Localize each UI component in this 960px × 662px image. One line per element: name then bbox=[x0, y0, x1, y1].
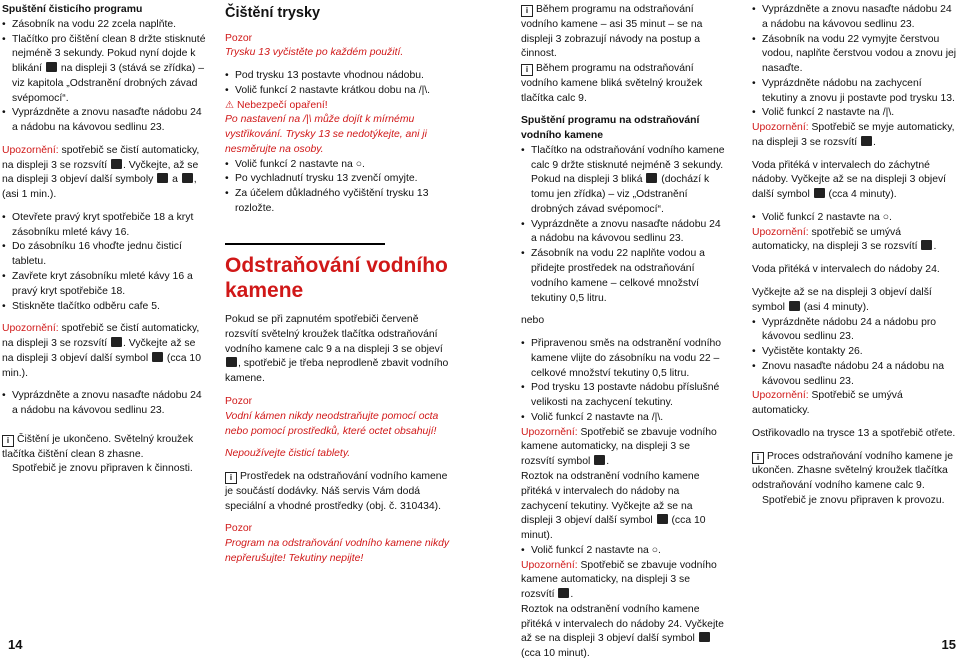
list-item: • Zavřete kryt zásobníku mleté kávy 16 a pravý kryt spotřebiče 18. bbox=[2, 270, 207, 300]
list-item: • Volič funkcí 2 nastavte na ○. bbox=[521, 544, 726, 559]
section-title: Spuštění čisticího programu bbox=[2, 4, 143, 15]
body-paragraph bbox=[521, 470, 726, 544]
note-paragraph: Upozornění: spotřebič se umývá automaticky, na displeji 3 se rozsvítí . bbox=[752, 226, 937, 253]
list-item: • Pod trysku 13 postavte nádobu příslušné velikosti na zachycení tekutiny. bbox=[521, 381, 726, 411]
list-item: • Zásobník na vodu 22 naplňte vodou a přidejte prostředek na odstraňování vodního kamene – celkové množství tekutiny 0,5 litru. bbox=[521, 247, 726, 306]
body-text: (cca 10 minut). bbox=[521, 648, 590, 660]
body-text: Roztok na odstranění vodního kamene přitéká v intervalech do nádoby na zachycení tekutiny. Vyčkejte až se na displeji 3 objeví další symbol bbox=[521, 470, 700, 527]
warning-label: Upozornění: bbox=[521, 426, 578, 438]
info-text: Čištění je ukončeno. Světelný kroužek tlačítka čištění clean 8 zhasne. bbox=[2, 433, 194, 460]
caution-label: Pozor bbox=[225, 523, 253, 535]
display-symbol-icon bbox=[46, 62, 57, 72]
danger-heading bbox=[225, 99, 450, 114]
body-text: (cca 4 minuty). bbox=[828, 189, 897, 201]
caution-text: Program na odstraňování vodního kamene nikdy nepřerušujte! Tekutiny nepijte! bbox=[225, 538, 450, 564]
body-paragraph: Ostřikovadlo na trysce 13 a spotřebič otřete. bbox=[752, 427, 956, 439]
note-paragraph bbox=[2, 144, 207, 203]
tablet-symbol-icon bbox=[157, 173, 168, 183]
info-text: Proces odstraňování vodního kamene je ukončen. Zhasne světelný kroužek tlačítka odstraňování vodního kamene calc 9. bbox=[752, 450, 953, 492]
list-item: • Znovu nasaďte nádobu 24 a nádobu na kávovou sedlinu 23. bbox=[752, 360, 958, 390]
body-text: , spotřebič je třeba neprodleně zbavit vodního kamene. bbox=[225, 358, 449, 385]
info-paragraph bbox=[225, 470, 450, 514]
warning-label: Upozornění: bbox=[521, 559, 578, 571]
warning-label: Upozornění: bbox=[752, 226, 809, 238]
column-4 bbox=[752, 3, 958, 509]
list-item bbox=[521, 144, 726, 218]
info-paragraph bbox=[752, 450, 958, 494]
list-item: • Volič funkcí 2 nastavte na /|\. bbox=[752, 106, 958, 121]
list-item-text: Tlačítko na odstraňování vodního kamene calc 9 držte stisknuté nejméně 3 sekundy. Pokud na displeji 3 bliká bbox=[531, 144, 725, 186]
note-text: Spotřebič se umývá automaticky. bbox=[752, 390, 903, 417]
note-paragraph: Upozornění: Spotřebič se zbavuje vodního kamene automaticky, na displeji 3 se rozsvítí . bbox=[521, 559, 717, 601]
ready-text: Spotřebič je znovu připraven k činnosti. bbox=[12, 463, 193, 475]
caution-text: Nepoužívejte čisticí tablety. bbox=[225, 448, 351, 460]
caution-text: Vodní kámen nikdy neodstraňujte pomocí octa nebo pomocí prostředků, které octet obsahují! bbox=[225, 410, 439, 437]
list-item: • Pod trysku 13 postavte vhodnou nádobu. bbox=[225, 69, 450, 84]
cleaning-symbol-icon bbox=[111, 337, 122, 347]
body-text: Roztok na odstranění vodního kamene přitéká v intervalech do nádoby 24. Vyčkejte až se na displeji 3 objeví další symbol bbox=[521, 603, 724, 645]
list-item: • Vyprázdněte a znovu nasaďte nádobu 24 a nádobu na kávovou sedlinu 23. bbox=[2, 389, 207, 419]
cup-symbol-icon bbox=[699, 632, 710, 642]
list-item: • Vyprázdněte a znovu nasaďte nádobu 24 a nádobu na kávovou sedlinu 23. bbox=[521, 218, 726, 248]
off-symbol-icon: ○ bbox=[882, 211, 890, 223]
cup-symbol-icon bbox=[789, 301, 800, 311]
list-item: • Zásobník na vodu 22 vymyjte čerstvou vodou, naplňte čerstvou vodou a znovu jej nasaďte. bbox=[752, 33, 958, 77]
list-item-text: Volič funkcí 2 nastavte na bbox=[531, 411, 649, 423]
cleaning-symbol-icon bbox=[111, 159, 122, 169]
list-item: • Zásobník na vodu 22 zcela naplňte. bbox=[2, 18, 207, 33]
steam-symbol-icon: /|\ bbox=[418, 84, 428, 96]
note-text: Spotřebič se myje automaticky, na displeji 3 se rozsvítí bbox=[752, 122, 955, 148]
descale-symbol-icon bbox=[226, 357, 237, 367]
note-text: (cca 10 min.). bbox=[2, 352, 201, 379]
list-item: • Vyprázdněte a znovu nasaďte nádobu 24 a nádobu na kávovou sedlinu 23. bbox=[2, 106, 207, 136]
note-text: spotřebič se čistí automaticky, na displeji 3 se rozsvítí bbox=[2, 144, 200, 171]
steam-symbol-icon: /|\ bbox=[303, 114, 312, 126]
body-paragraph bbox=[752, 159, 958, 203]
list-item-text: Volič funkcí 2 nastavte na bbox=[531, 544, 649, 556]
warning-triangle-icon: ⚠ bbox=[225, 99, 234, 111]
note-text: Spotřebič se zbavuje vodního kamene automaticky, na displeji 3 se rozsvítí bbox=[521, 559, 717, 601]
cup-symbol-icon bbox=[657, 514, 668, 524]
section-title: Čištění trysky bbox=[225, 5, 321, 21]
note-text: . Vyčkejte, až se na displeji 3 objeví další symboly bbox=[2, 159, 199, 186]
warning-label: Upozornění: bbox=[2, 144, 59, 156]
section-title: Spuštění programu na odstraňování vodního kamene bbox=[521, 115, 700, 142]
danger-text: Po nastavení na bbox=[225, 114, 301, 126]
note-paragraph bbox=[2, 322, 207, 381]
cup-symbol-icon bbox=[814, 188, 825, 198]
descale-symbol-icon bbox=[594, 455, 605, 465]
list-item: • Volič funkcí 2 nastavte na ○. bbox=[752, 211, 958, 226]
warning-label: Upozornění: bbox=[752, 390, 809, 402]
list-item: • Za účelem důkladného vyčištění trysku 13 rozložte. bbox=[225, 187, 450, 217]
descale-symbol-icon bbox=[861, 136, 872, 146]
info-icon: i bbox=[521, 64, 533, 76]
body-paragraph bbox=[521, 603, 726, 662]
info-icon: i bbox=[2, 435, 14, 447]
note-text: spotřebič se umývá automaticky, na displeji 3 se rozsvítí bbox=[752, 226, 918, 253]
body-text: Pokud se při zapnutém spotřebiči červeně rozsvítí světelný kroužek tlačítka odstraňování vodního kamene calc 9 a na displeji 3 se objeví bbox=[225, 314, 443, 355]
warning-label: Upozornění: bbox=[752, 122, 809, 134]
danger-paragraph bbox=[225, 113, 450, 157]
ready-text: Spotřebič je znovu připraven k provozu. bbox=[762, 494, 945, 506]
info-paragraph bbox=[521, 62, 726, 106]
info-icon: i bbox=[752, 452, 764, 464]
list-item-text: Volič funkcí 2 nastavte na bbox=[235, 158, 353, 170]
list-item-text: (dochází k tomu jen zřídka) – viz „Odstranění drobných závad svépomocí“. bbox=[531, 174, 710, 215]
danger-text: může dojít k mírnému vystřikování. Trysky 13 se nedotýkejte, ani ji nesměrujte na osoby. bbox=[225, 114, 427, 155]
column-2 bbox=[225, 3, 450, 567]
steam-symbol-icon: /|\ bbox=[882, 107, 892, 119]
list-item: • Vyčistěte kontakty 26. bbox=[752, 345, 958, 360]
list-item: • Vyprázdněte nádobu 24 a nádobu pro kávovou sedlinu 23. bbox=[752, 316, 958, 346]
off-symbol-icon: ○ bbox=[651, 544, 659, 556]
info-icon: i bbox=[521, 5, 533, 17]
descale-symbol-icon bbox=[558, 588, 569, 598]
descale-symbol-icon bbox=[921, 240, 932, 250]
caution-label: Pozor bbox=[225, 395, 253, 407]
info-paragraph bbox=[521, 3, 726, 62]
list-item-text: Volič funkcí 2 nastavte na bbox=[762, 107, 880, 119]
list-item: • Vyprázdněte a znovu nasaďte nádobu 24 a nádobu na kávovou sedlinu 23. bbox=[752, 3, 958, 33]
caution-text: Trysku 13 vyčistěte po každém použití. bbox=[225, 47, 404, 59]
list-item: • Vyprázdněte nádobu na zachycení tekutiny a znovu ji postavte pod trysku 13. bbox=[752, 77, 958, 107]
note-text: Spotřebič se zbavuje vodního kamene automaticky, na displeji 3 se rozsvítí symbol bbox=[521, 426, 717, 468]
note-text: . Vyčkejte až se na displeji 3 objeví další symbol bbox=[2, 338, 196, 364]
info-paragraph bbox=[2, 433, 207, 463]
list-item-text: na displeji 3 (stává se zřídka) – viz kapitola „Odstranění drobných závad svépomocí“. bbox=[12, 63, 205, 104]
note-text: a bbox=[172, 174, 178, 186]
info-icon: i bbox=[225, 472, 237, 484]
list-item-text: Tlačítko pro čištění clean 8 držte stisknuté nejméně 3 sekundy. Pokud nyní dojde k blikání bbox=[12, 33, 206, 75]
descale-symbol-icon bbox=[646, 173, 657, 183]
list-item bbox=[2, 33, 207, 107]
caution-label: Pozor bbox=[225, 32, 253, 44]
column-1 bbox=[2, 3, 207, 477]
column-3 bbox=[521, 3, 726, 662]
cup-symbol-icon bbox=[152, 352, 163, 362]
info-text: Prostředek na odstraňování vodního kamene je součástí dodávky. Náš servis Vám dodá speciální a vhodné prostředky (obj. č. 310434). bbox=[225, 471, 448, 512]
off-symbol-icon: ○ bbox=[355, 158, 363, 170]
list-item: • Do zásobníku 16 vhoďte jednu čisticí tabletu. bbox=[2, 240, 207, 270]
list-item: • Po vychladnutí trysku 13 zvenčí omyjte. bbox=[225, 172, 450, 187]
section-divider bbox=[225, 243, 385, 245]
steam-symbol-icon: /|\ bbox=[651, 411, 661, 423]
body-text: (asi 4 minuty). bbox=[803, 301, 869, 313]
danger-label: Nebezpečí opaření! bbox=[236, 99, 328, 111]
note-paragraph bbox=[752, 389, 958, 419]
list-item-text: Volič funkcí 2 nastavte na bbox=[762, 211, 880, 223]
alternative-label: nebo bbox=[521, 315, 545, 327]
page-number-right: 15 bbox=[941, 637, 956, 652]
note-text: , (asi 1 min.). bbox=[2, 174, 197, 201]
list-item: • Volič funkcí 2 nastavte na ○. bbox=[225, 158, 450, 173]
info-text: Během programu na odstraňování vodního kamene – asi 35 minut – se na displeji 3 zobrazují návody na postup a činnost. bbox=[521, 4, 703, 60]
list-item: • Otevřete pravý kryt spotřebiče 18 a kryt zásobníku mleté kávy 16. bbox=[2, 211, 207, 241]
cover-symbol-icon bbox=[182, 173, 193, 183]
list-item: • Volič funkcí 2 nastavte na /|\. bbox=[521, 411, 726, 426]
list-item: • Připravenou směs na odstranění vodního kamene vlijte do zásobníku na vodu 22 – celkové množství tekutiny 0,5 litru. bbox=[521, 337, 726, 381]
list-item: • Stiskněte tlačítko odběru cafe 5. bbox=[2, 300, 207, 315]
note-paragraph: Upozornění: Spotřebič se myje automaticky, na displeji 3 se rozsvítí . bbox=[752, 122, 955, 148]
note-text: spotřebič se čistí automaticky, na displeji 3 se rozsvítí bbox=[2, 323, 200, 350]
note-paragraph: Upozornění: Spotřebič se zbavuje vodního kamene automaticky, na displeji 3 se rozsvítí symbol . bbox=[521, 426, 717, 468]
info-text: Během programu na odstraňování vodního kamene bliká světelný kroužek tlačítka calc 9. bbox=[521, 63, 703, 104]
body-text: (cca 10 minut). bbox=[521, 515, 706, 542]
list-item-text: Volič funkcí 2 nastavte krátkou dobu na bbox=[235, 84, 416, 96]
body-paragraph: Voda přitéká v intervalech do nádoby 24. bbox=[752, 264, 940, 276]
body-text: Voda přitéká v intervalech do záchytné nádoby. Vyčkejte až se na displeji 3 objeví další symbol bbox=[752, 159, 947, 201]
page-number-left: 14 bbox=[8, 637, 23, 652]
list-item: • Volič funkcí 2 nastavte krátkou dobu na /|\. bbox=[225, 84, 450, 99]
body-text: Vyčkejte až se na displeji 3 objeví další symbol bbox=[752, 287, 932, 313]
body-paragraph bbox=[225, 313, 450, 387]
warning-label: Upozornění: bbox=[2, 323, 59, 335]
chapter-heading: Odstraňování vodního kamene bbox=[225, 253, 448, 302]
body-paragraph bbox=[752, 286, 958, 316]
